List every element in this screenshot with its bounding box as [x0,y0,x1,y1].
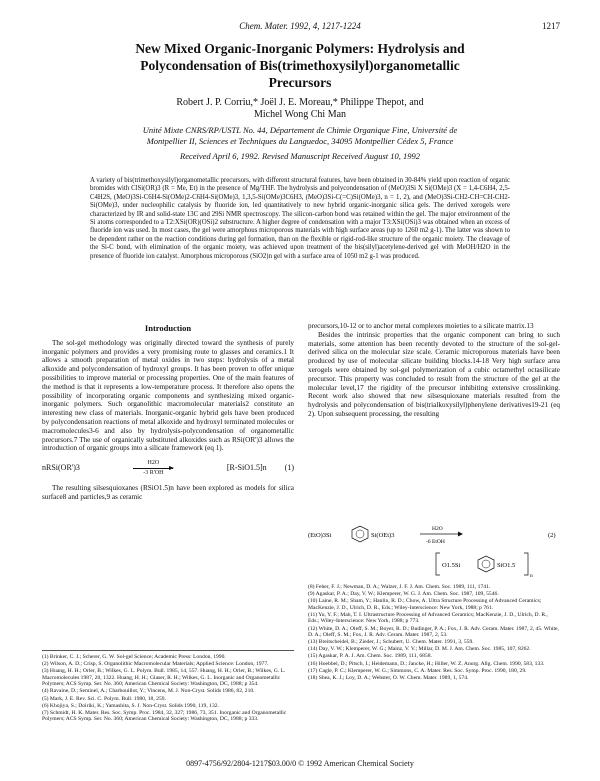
left-column [42,322,294,501]
reference-item: (4) Ravaine, D.; Seminel, A.; Charbouillot, Y.; Vincens, M. J. Non-Cryst. Solids 1986, 82, 210. [42,688,255,695]
right-paragraph-2: Besides the intrinsic properties that the organic component can bring to such materials, some attention has been recently devoted to the structure of the sol-gel-derived silica on the molecular size scale. Ceramic microporous materials have been produced by use of molecular silicate building blocks.14-18 Very high surface area xerogels were obtained by sol-gel polymerization of a cubic octamethyl octasilicate precursor. This property was concluded to result from the structure of the gel at the molecular level,17 the rigidity of the precursor inhibiting extensive crosslinking. Recent work also showed that new silsesquioxane materials resulted from the hydrolysis and polycondensation of bis(trialkoxysilyl)phenylene derivatives19-21 (eq 2). Upon subsequent processing, the resulting [308,330,560,418]
benzene-ring-icon [352,526,368,542]
reference-item: (14) Day, V. W.; Klemperer, W. G.; Mainz, V. V.; Millar, D. M. J. Am. Chem. Soc. 1985, 107, 8262. [308,646,531,653]
reference-item: (1) Brinker, C. J.; Scherer, G. W. Sol-gel Science; Academic Press: London, 1990. [42,654,226,660]
title-line-2: Polycondensation of Bis(trimethoxysilyl)organometallic [140,58,460,73]
bracket-left-icon [436,553,440,575]
affiliation-line-1: Unité Mixte CNRS/RP/USTL No. 44, Département de Chimie Organique Fine, Université de [142,125,458,135]
references-right [308,584,560,682]
affiliation-line-2: Montpellier II, Sciences et Techniques du Languedoc, 34095 Montpellier Cédex 5, France [146,136,454,146]
reaction-arrow-icon [133,468,173,469]
equation-1-product: [R-SiO1.5]n [226,463,267,473]
equation-1-number: (1) [284,463,294,473]
page-number: 1217 [542,21,560,31]
scheme-2-product-right: SiO1.5 [497,562,516,569]
authors [60,97,540,121]
scheme-2-product-left: O1.5Si [442,562,461,569]
authors-line-2: Michel Wong Chi Man [253,109,347,120]
reference-item: (11) Yu, Y. F.; Mah, T. I. Ultrastructure Processing of Advanced Ceramics; MacKenzie, J. D., Ulrich, D. R., Eds.; Wiley-Interscience: New York, 1988; p 773. [308,611,548,625]
title-line-3: Precursors [268,75,332,90]
reference-item: (17) Cagle, P. C.; Klemperer, W. G.; Simmons, C. A. Mater. Res. Soc. Symp. Proc. 1990, 180, 29. [308,667,527,674]
equation-1 [42,459,294,478]
intro-paragraph-1: The sol-gel methodology was originally directed toward the synthesis of purely inorganic polymers and provides a very promising route to glasses and ceramics.1 It allows a smooth preparation of metal oxides in two steps: hydrolysis of a metal alkoxide and polycondensation of hydroxyl groups. It has been proven to offer unique possibilities to improve material or processing properties. One of the main features of the method is that it represents a low-temperature process. It therefore also opens the possibility of incorporating organic components and synthesizing mixed organic-inorganic polymers. Such organolithic macromolecular materials2 constitute an interesting new class of materials. Inorganic-organic hybrid gels have been produced by polycondensation reactions of metal alkoxide and hydroxyl terminated molecules or macromolecules3-6 and also by hydrolysis-polycondensation of organometallic precursors.7 The use of organically substituted alkoxides such as RSi(OR')3 allows the introduction of organic groups into a silicate framework (eq 1). [42,338,294,453]
scheme-2-byproduct: -6 EtOH [426,539,445,545]
reference-item: (2) Wilson, A. D.; Crisp, S. Organolithic Macromolecular Materials; Applied Science: London, 1977. [42,661,269,668]
reference-item: (3) Huang, H. H.; Orler, B.; Wilkes, G. L. Polym. Bull. 1985, 14, 557. Huang, H. H.; Orler, B.; Wilkes, G. L. Macromolecules 1987, 20, 1322. Huang, H. H.; Glaser, R. H.; Wilkes, G. L. Inorganic and Organometallic Polymers; ACS Symp. Ser. No. 360; American Chemical Society: Washington, DC, 1988; p 354. [42,668,286,688]
reference-item: (10) Laine, R. M.; Sham, Y.; Hanlin, R. D.; Chow, A. Ultra Structure Processing of Advanced Ceramics; MacKenzie, J. D., Ulrich, D. R., Eds.; Wiley-Interscience: New York, 1988; p 761. [308,598,542,611]
references-left [42,650,294,723]
intro-paragraph-2: The resulting silsesquioxanes (RSiO1.5)n have been explored as models for silica surface8 and particles,9 as ceramic [42,483,294,501]
scheme-2-subscript: n [530,573,533,579]
scheme-2-left: (EtO)3Si [308,532,332,539]
article-title [60,40,540,91]
right-paragraph-1: precursors,10-12 or to anchor metal complexes moieties to a silicate matrix.13 [308,322,534,330]
abstract: A variety of bis(trimethoxysilyl)organometallic precursors, with different structural features, have been obtained in 30-84% yield upon reaction of organic bromides with ClSi(OR)3 (R = Me, Et) in the presence of Mg/THF. The hydrolysis and polycondensation of (MeO)3Si X Si(OMe)3 (X = 1,4-C6H4, 2,5-C4H2S, (MeO)3Si-C6H4-Si(OMe)2-C6H4-Si(OMe)3, 1,3,5-Si(OMe)3C6H3, (MeO)3Si-C(=C)Si(OMe)3, n = 1, 2), and (MeO)3Si-CH2-CH=CH-CH2-Si(OMe)3, under nucleophilic catalysis by fluoride ion, led quantitatively to new hybrid organic-inorganic silica gels. The derived xerogels were characterized by IR and solid-state 13C and 29Si NMR spectroscopy. The silicon-carbon bond was retained within the gel. The major environment of the Si atoms corresponded to a T2:XSi(OR)(OSi)2 substructure. A higher degree of condensation with a major T3:XSi(OSi)3 was obtained when an excess of fluoride ion was used. In most cases, the gel were amorphous microporous materials with high surface areas (up to 1260 m2 g-1). The latter was shown to be dependent rather on the reaction conditions during gel formation, than on the flexible or rigid-rod-like structure of the organic moiety. The cleavage of the Si-C bond, with elimination of the organic moiety, was achieved upon treatment of the bis(silyl)acetylene-derived gel with MeOH/H2O in the presence of fluoride ion catalyst. Amorphous microporous (SiO2)n gel with a surface area of 1050 m2 g-1 was produced. [90,177,510,260]
scheme-2-left-end: Si(OEt)3 [371,532,395,539]
authors-line-1: Robert J. P. Corriu,* Joël J. E. Moreau,* Philippe Thepot, and [176,97,424,108]
copyright-footer: 0897-4756/92/2804-1217$03.00/0 © 1992 American Chemical Society [186,759,414,768]
bracket-right-icon [524,553,528,575]
equation-1-reactant: nRSi(OR')3 [42,463,80,473]
right-column [308,322,560,419]
reference-item: (6) Khojiya, S.; Doiriki, K.; Yamashita, S. J. Non-Cryst. Solids 1990, 119, 132. [42,702,219,709]
reference-item: (8) Feher, F. J.; Newman, D. A.; Walzer, J. F. J. Am. Chem. Soc. 1989, 111, 1741. [308,584,491,590]
introduction-heading: Introduction [144,323,192,333]
scheme-2-number: (2) [548,532,556,539]
equation-1-reagent: H2O [147,460,160,467]
reference-item: (16) Hoebbel, D.; Pitsch, I.; Heidemann, D.; Jancke, H.; Hiller, W. Z. Anorg. Allg. Chem. 1990, 583, 133. [308,660,545,667]
reference-item: (12) White, D. A.; Oleff, S. M.; Boyer, R. D.; Budinger, P. A.; Fox, J. R. Adv. Ceram. Mater. 1987, 2, 45. White, D. A.; Oleff, S. M.; Fox, J. R. Adv. Ceram. Mater. 1987, 2, 53. [308,625,559,639]
received-dates: Received April 6, 1992. Revised Manuscript Received August 10, 1992 [180,151,420,161]
equation-1-byproduct: -3 R'OH [143,469,164,476]
product-benzene-ring-icon [478,556,494,572]
scheme-2-reagent: H2O [432,526,443,532]
reference-item: (5) Mark, J. E. Rev. Sci. C. Polym. Bull. 1980, 18, 259. [42,695,166,702]
scheme-2-arrowhead-icon [458,532,463,537]
reference-item: (13) Breitscheidel, B.; Zieder, J.; Schubert, U. Chem. Mater. 1991, 3, 559. [308,639,474,646]
affiliation [60,125,540,147]
journal-header: Chem. Mater. 1992, 4, 1217-1224 [239,21,361,31]
equation-1-arrow [80,459,227,478]
reference-item: (18) Shea, K. J.; Loy, D. A.; Webster, O. W. Chem. Mater. 1989, 1, 574. [308,674,469,681]
reference-item: (9) Agaskar, P. A.; Day, V. W.; Klemperer, W. G. J. Am. Chem. Soc. 1987, 109, 5546. [308,591,499,598]
reference-item: (7) Schmidt, H. K. Mater. Res. Soc. Symp. Proc. 1984, 32, 327; 1986, 73, 351. Inorganic and Organometallic Polymers; ACS Symp. Ser. No. 360; American Chemical Society: Washington, DC, 1988; p 333. [42,709,287,723]
scheme-2-diagram [308,523,560,579]
reference-item: (15) Agaskar, P. A. J. Am. Chem. Soc. 1989, 111, 6858. [308,653,432,660]
title-line-1: New Mixed Organic-Inorganic Polymers: Hydrolysis and [135,41,465,56]
